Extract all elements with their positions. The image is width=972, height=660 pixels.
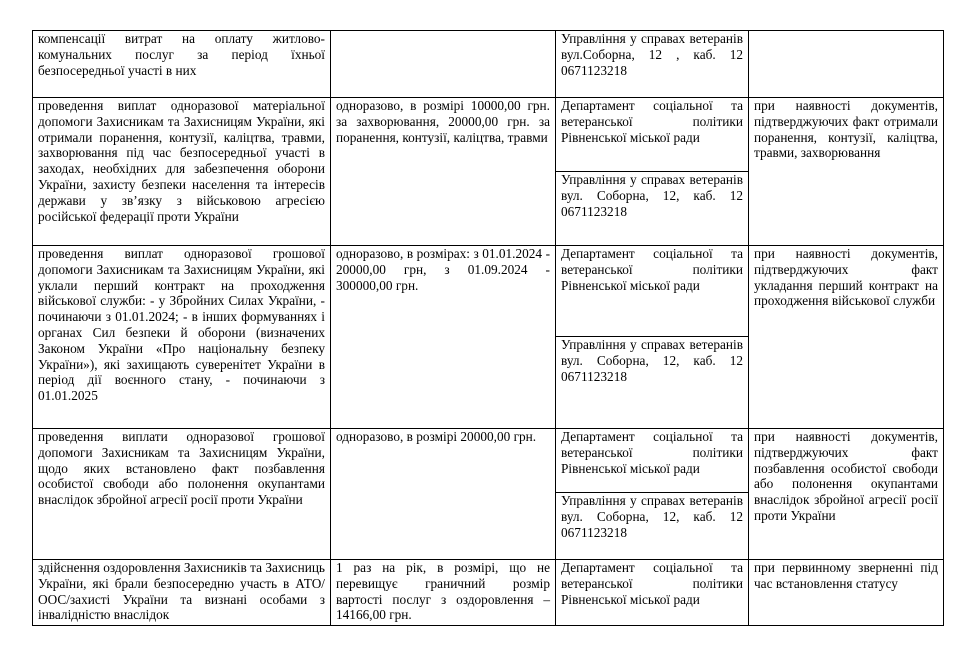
condition-cell: при первинному зверненні під час встановлення статусу	[749, 560, 944, 626]
table-row	[33, 31, 944, 98]
condition-cell: при наявності документів, підтверджуючих факт отримали поранення, контузії, каліцтва, травми, захворювання	[749, 98, 944, 246]
amount-cell	[331, 31, 556, 98]
measure-cell: проведення виплат одноразової грошової допомоги Захисникам та Захисницям України, які уклали перший контракт на проходження військової служби: - у Збройних Силах України, - починаючи з 01.01.2024; - в інших формуваннях і органах Сил безпеки й оборони (визначених Законом України «Про національну безпеку України»), які захищають суверенітет України в період дії воєнного стану, - починаючи з 01.01.2025	[33, 246, 331, 429]
department-cell: Департамент соціальної та ветеранської політики Рівненської міської ради	[556, 560, 749, 626]
condition-cell: при наявності документів, підтверджуючих факт укладання перший контракт на проходження військової служби	[749, 246, 944, 429]
condition-cell	[749, 31, 944, 98]
department-cell: Департамент соціальної та ветеранської політики Рівненської міської ради	[556, 429, 749, 493]
table-row	[33, 429, 944, 493]
veterans-office-cell: Управління у справах ветеранів вул. Соборна, 12, каб. 12 0671123218	[556, 172, 749, 246]
veterans-office-cell: Управління у справах ветеранів вул. Соборна, 12, каб. 12 0671123218	[556, 493, 749, 560]
veterans-office-cell: Управління у справах ветеранів вул. Соборна, 12, каб. 12 0671123218	[556, 337, 749, 429]
table-row	[33, 560, 944, 626]
amount-cell: одноразово, в розмірі 10000,00 грн. за захворювання, 20000,00 грн. за поранення, контузії, каліцтва, травми	[331, 98, 556, 246]
measure-cell: компенсації витрат на оплату житлово-комунальних послуг за період їхньої безпосередньої участі в них	[33, 31, 331, 98]
table-row	[33, 98, 944, 172]
measure-cell: здійснення оздоровлення Захисників та Захисниць України, які брали безпосередню участь в АТО/ООС/захисті України та визнані особами з інвалідністю внаслідок	[33, 560, 331, 626]
services-table	[32, 30, 944, 626]
department-cell: Департамент соціальної та ветеранської політики Рівненської міської ради	[556, 98, 749, 172]
table-row	[33, 246, 944, 337]
amount-cell: одноразово, в розмірах: з 01.01.2024 - 20000,00 грн, з 01.09.2024 - 300000,00 грн.	[331, 246, 556, 429]
amount-cell: одноразово, в розмірі 20000,00 грн.	[331, 429, 556, 560]
condition-cell: при наявності документів, підтверджуючих факт позбавлення особистої свободи або полонення окупантами внаслідок збройної агресії росії проти України	[749, 429, 944, 560]
veterans-office-cell: Управління у справах ветеранів вул.Соборна, 12 , каб. 12 0671123218	[556, 31, 749, 98]
department-cell: Департамент соціальної та ветеранської політики Рівненської міської ради	[556, 246, 749, 337]
amount-cell: 1 раз на рік, в розмірі, що не перевищує граничний розмір вартості послуг з оздоровлення – 14166,00 грн.	[331, 560, 556, 626]
measure-cell: проведення виплати одноразової грошової допомоги Захисникам та Захисницям України, щодо яких встановлено факт позбавлення особистої свободи або полонення окупантами внаслідок збройної агресії росії проти України	[33, 429, 331, 560]
measure-cell: проведення виплат одноразової матеріальної допомоги Захисникам та Захисницям України, які отримали поранення, контузії, каліцтва, травми, захворювання під час безпосередньої участі в заходах, необхідних для забезпечення оборони України, захисту безпеки населення та інтересів держави у зв’язку з військовою агресією російської федерації проти України	[33, 98, 331, 246]
